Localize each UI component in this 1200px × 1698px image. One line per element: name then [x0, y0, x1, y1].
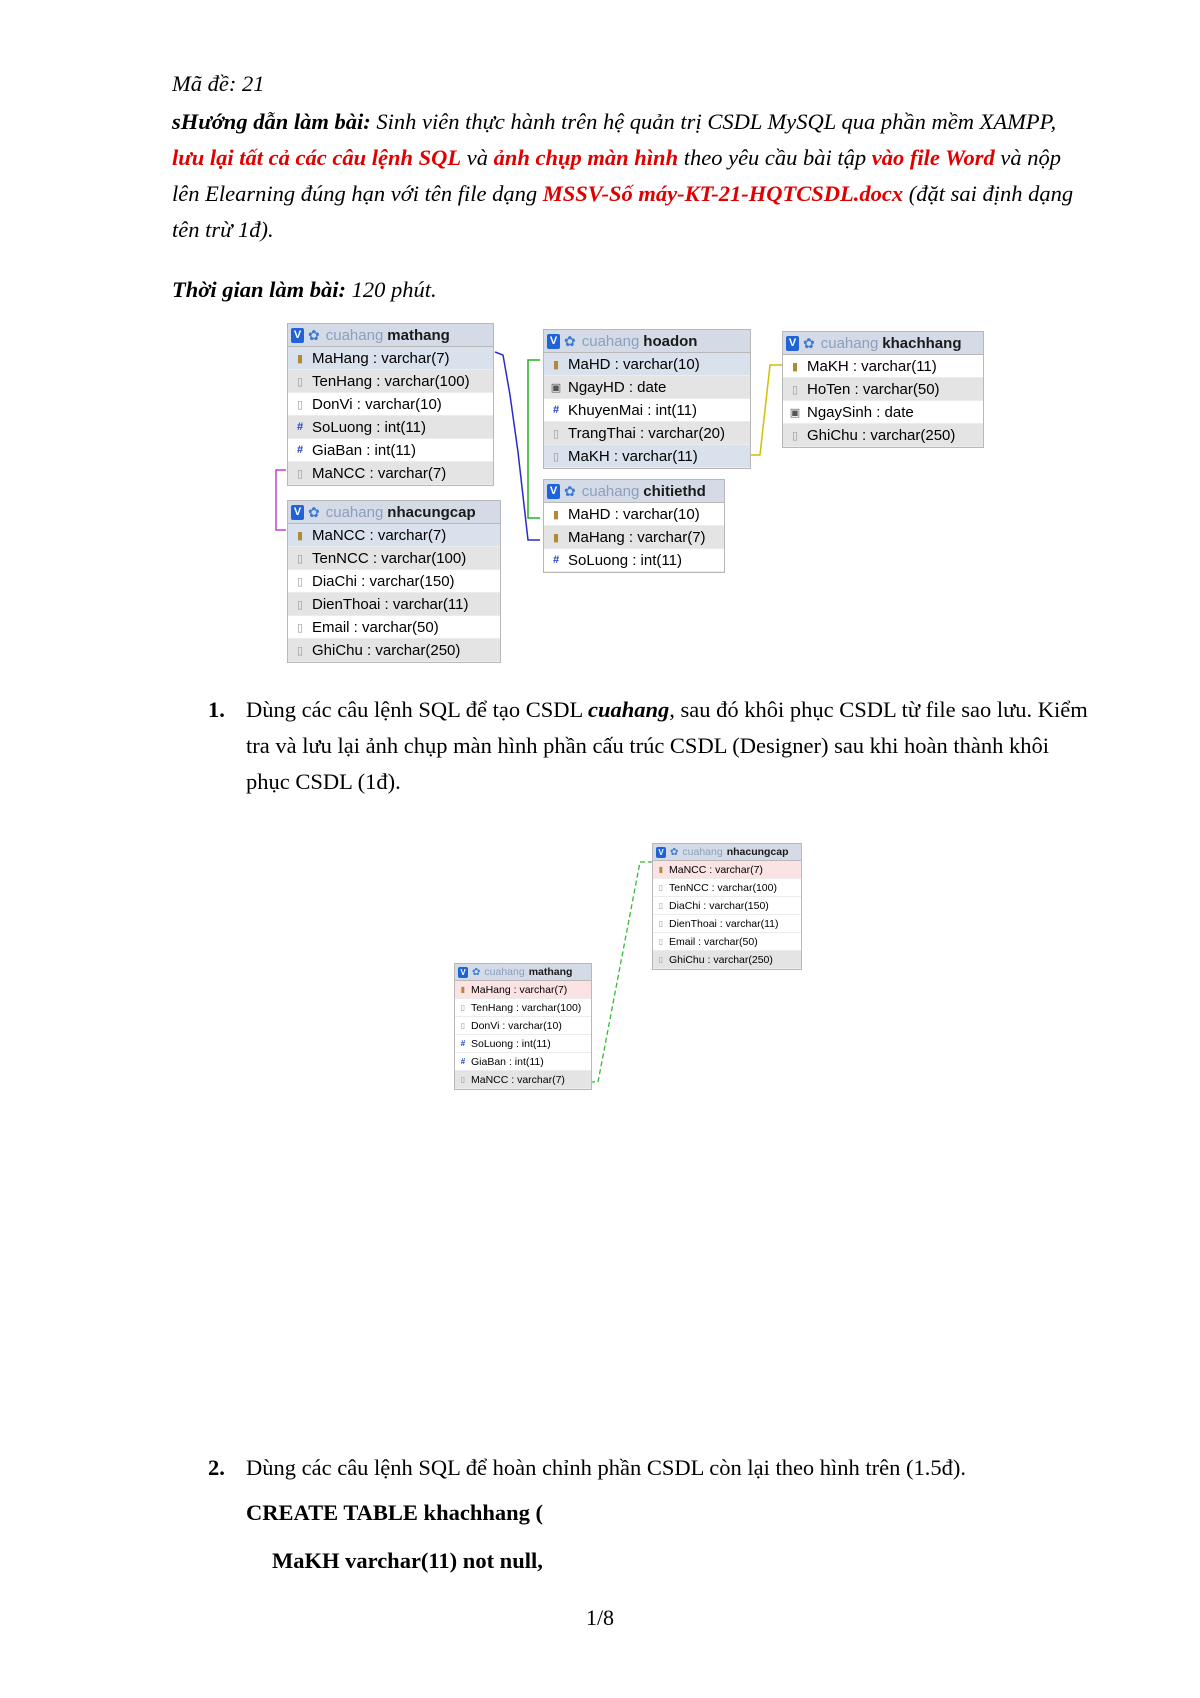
table-header — [653, 844, 801, 861]
field-icon: ▯ — [552, 427, 560, 440]
key-icon: ▮ — [791, 360, 799, 373]
column-label: MaNCC : varchar(7) — [471, 1073, 565, 1086]
column-row — [653, 933, 801, 951]
screenshot-table-mathang — [454, 963, 592, 1090]
key-icon: ▮ — [460, 985, 466, 994]
gear-icon: ✿ — [564, 482, 576, 499]
column-label: MaHD : varchar(10) — [568, 355, 700, 373]
column-label: MaNCC : varchar(7) — [669, 863, 763, 876]
column-row — [544, 376, 750, 399]
collapse-toggle-icon[interactable]: V — [547, 334, 560, 349]
column-label: MaHD : varchar(10) — [568, 505, 700, 523]
collapse-toggle-icon[interactable]: V — [291, 505, 304, 520]
table-name: mathang — [528, 966, 573, 978]
column-label: MaNCC : varchar(7) — [312, 526, 447, 544]
key-icon: ▮ — [552, 531, 560, 544]
db-name: cuahang — [581, 482, 640, 500]
column-row — [544, 422, 750, 445]
column-row — [455, 1017, 591, 1035]
field-icon: ▯ — [296, 644, 304, 657]
column-label: DiaChi : varchar(150) — [312, 572, 455, 590]
table-header — [544, 480, 724, 503]
column-row — [455, 999, 591, 1017]
field-icon: ▯ — [658, 937, 664, 946]
column-label: MaKH : varchar(11) — [568, 447, 698, 465]
column-label: GhiChu : varchar(250) — [312, 641, 461, 659]
table-name: nhacungcap — [726, 846, 789, 858]
column-row — [288, 616, 500, 639]
column-row — [653, 951, 801, 969]
column-row — [288, 524, 500, 547]
column-label: TenHang : varchar(100) — [471, 1001, 582, 1014]
field-icon: ▯ — [460, 1075, 466, 1084]
field-icon: ▯ — [552, 450, 560, 463]
field-icon: ▯ — [296, 621, 304, 634]
field-icon: ▯ — [791, 429, 799, 442]
question-text: Dùng các câu lệnh SQL để hoàn chỉnh phần CSDL còn lại theo hình trên (1.5đ). — [246, 1455, 967, 1480]
column-label: TrangThai : varchar(20) — [568, 424, 726, 442]
column-row — [783, 378, 983, 401]
field-icon: ▯ — [658, 955, 664, 964]
column-row — [288, 547, 500, 570]
column-label: GiaBan : int(11) — [312, 441, 416, 459]
column-label: MaHang : varchar(7) — [312, 349, 450, 367]
question-text-part: , sau đó khôi phục CSDL từ file sao lưu. Kiểm tra và lưu lại ảnh chụp màn hình phần cấu trúc CSDL (Designer) sau khi hoàn thành khôi phục CSDL (1đ). — [246, 697, 1088, 794]
column-row — [288, 416, 493, 439]
gear-icon: ✿ — [803, 334, 815, 351]
column-row — [455, 1071, 591, 1089]
table-name: nhacungcap — [387, 503, 476, 521]
instructions-paragraph — [172, 104, 1092, 248]
db-name: cuahang — [581, 332, 640, 350]
db-name: cuahang — [325, 503, 384, 521]
column-label: TenNCC : varchar(100) — [669, 881, 777, 894]
column-row — [783, 424, 983, 447]
column-row — [544, 353, 750, 376]
column-row — [544, 445, 750, 468]
table-hoadon — [543, 329, 751, 469]
column-label: NgayHD : date — [568, 378, 667, 396]
column-label: GhiChu : varchar(250) — [669, 953, 773, 966]
number-icon: # — [460, 1057, 466, 1066]
time-value: 120 phút. — [345, 277, 437, 302]
key-icon: ▮ — [552, 508, 560, 521]
column-label: DonVi : varchar(10) — [471, 1019, 562, 1032]
table-header — [288, 324, 493, 347]
column-label: DienThoai : varchar(11) — [669, 917, 779, 930]
key-icon: ▮ — [296, 352, 304, 365]
field-icon: ▯ — [658, 883, 664, 892]
db-name: cuahang — [682, 846, 723, 858]
column-label: GhiChu : varchar(250) — [807, 426, 956, 444]
column-row — [288, 393, 493, 416]
column-row — [653, 879, 801, 897]
number-icon: # — [296, 444, 304, 456]
column-label: KhuyenMai : int(11) — [568, 401, 697, 419]
gear-icon: ✿ — [308, 503, 320, 520]
field-icon: ▯ — [296, 552, 304, 565]
page-number: 1/8 — [585, 1605, 615, 1630]
number-icon: # — [296, 421, 304, 433]
time-label: Thời gian làm bài: — [172, 277, 346, 302]
field-icon: ▯ — [296, 575, 304, 588]
instructions-text-2: và — [461, 145, 494, 170]
collapse-toggle-icon: V — [656, 847, 666, 858]
field-icon: ▯ — [658, 901, 664, 910]
column-label: TenNCC : varchar(100) — [312, 549, 467, 567]
collapse-toggle-icon[interactable]: V — [786, 336, 799, 351]
column-label: MaNCC : varchar(7) — [312, 464, 447, 482]
column-label: HoTen : varchar(50) — [807, 380, 940, 398]
table-header — [544, 330, 750, 353]
column-row — [288, 639, 500, 662]
column-row — [288, 347, 493, 370]
column-label: SoLuong : int(11) — [471, 1037, 551, 1050]
column-label: MaHang : varchar(7) — [471, 983, 568, 996]
instructions-label: sHướng dẫn làm bài: — [172, 109, 371, 134]
sql-line: CREATE TABLE khachhang ( — [246, 1500, 543, 1525]
instructions-text-4: và nộp lên Elearning đúng hạn với tên file dạng — [172, 145, 1061, 206]
screenshot-table-nhacungcap — [652, 843, 802, 970]
column-label: SoLuong : int(11) — [568, 551, 682, 569]
table-header — [288, 501, 500, 524]
gear-icon: ✿ — [670, 846, 679, 858]
column-label: TenHang : varchar(100) — [312, 372, 470, 390]
date-icon: ▣ — [550, 381, 562, 394]
column-row — [783, 355, 983, 378]
table-name: hoadon — [643, 332, 698, 350]
question-number: 2. — [208, 1455, 225, 1480]
instructions-text-1: Sinh viên thực hành trên hệ quản trị CSDL MySQL qua phần mềm XAMPP, — [370, 109, 1057, 134]
key-icon: ▮ — [658, 865, 664, 874]
instructions-highlight-2: ảnh chụp màn hình — [493, 145, 679, 170]
column-label: SoLuong : int(11) — [312, 418, 426, 436]
table-name: mathang — [387, 326, 450, 344]
column-row — [653, 861, 801, 879]
table-name: chitiethd — [643, 482, 706, 500]
column-row — [288, 570, 500, 593]
field-icon: ▯ — [296, 398, 304, 411]
column-row — [783, 401, 983, 424]
number-icon: # — [552, 554, 560, 566]
column-row — [288, 370, 493, 393]
question-text — [246, 692, 1098, 800]
instructions-highlight-1: lưu lại tất cả các câu lệnh SQL — [172, 145, 462, 170]
column-label: GiaBan : int(11) — [471, 1055, 544, 1068]
question-2 — [208, 1450, 1098, 1486]
collapse-toggle-icon: V — [458, 967, 468, 978]
column-row — [544, 503, 724, 526]
table-header — [783, 332, 983, 355]
column-row — [455, 981, 591, 999]
field-icon: ▯ — [296, 598, 304, 611]
db-name: cuahang — [484, 966, 525, 978]
column-row — [544, 526, 724, 549]
instructions-highlight-4: MSSV-Số máy-KT-21-HQTCSDL.docx — [542, 181, 904, 206]
sql-line: MaKH varchar(11) not null, — [272, 1548, 543, 1573]
field-icon: ▯ — [791, 383, 799, 396]
table-mathang — [287, 323, 494, 486]
column-label: Email : varchar(50) — [669, 935, 758, 948]
instructions-text-5: (đặt sai định dạng tên trừ 1đ). — [172, 181, 1074, 242]
table-chitiethd — [543, 479, 725, 573]
date-icon: ▣ — [789, 406, 801, 419]
question-text-part: Dùng các câu lệnh SQL để tạo CSDL — [246, 697, 588, 722]
column-row — [544, 399, 750, 422]
gear-icon: ✿ — [472, 966, 481, 978]
column-label: DiaChi : varchar(150) — [669, 899, 769, 912]
column-label: DonVi : varchar(10) — [312, 395, 442, 413]
column-row — [288, 593, 500, 616]
column-label: NgaySinh : date — [807, 403, 914, 421]
column-label: Email : varchar(50) — [312, 618, 439, 636]
db-name: cuahang — [820, 334, 879, 352]
column-label: DienThoai : varchar(11) — [312, 595, 469, 613]
column-row — [653, 897, 801, 915]
column-row — [288, 462, 493, 485]
number-icon: # — [460, 1039, 466, 1048]
column-row — [455, 1035, 591, 1053]
column-label: MaKH : varchar(11) — [807, 357, 937, 375]
db-name: cuahang — [325, 326, 384, 344]
column-row — [544, 549, 724, 572]
table-header — [455, 964, 591, 981]
table-nhacungcap — [287, 500, 501, 663]
instructions-highlight-3: vào file Word — [871, 145, 995, 170]
column-label: MaHang : varchar(7) — [568, 528, 706, 546]
table-khachhang — [782, 331, 984, 448]
column-row — [455, 1053, 591, 1071]
collapse-toggle-icon[interactable]: V — [547, 484, 560, 499]
time-line — [172, 272, 1092, 308]
table-name: khachhang — [882, 334, 962, 352]
number-icon: # — [552, 404, 560, 416]
field-icon: ▯ — [460, 1021, 466, 1030]
field-icon: ▯ — [658, 919, 664, 928]
instructions-text-3: theo yêu cầu bài tập — [678, 145, 872, 170]
collapse-toggle-icon[interactable]: V — [291, 328, 304, 343]
exam-code: Mã đề: 21 — [172, 71, 265, 96]
field-icon: ▯ — [460, 1003, 466, 1012]
field-icon: ▯ — [296, 375, 304, 388]
question-number: 1. — [208, 697, 225, 722]
column-row — [653, 915, 801, 933]
question-1 — [208, 692, 1098, 800]
database-name: cuahang — [588, 697, 670, 722]
gear-icon: ✿ — [308, 326, 320, 343]
field-icon: ▯ — [296, 467, 304, 480]
gear-icon: ✿ — [564, 332, 576, 349]
column-row — [288, 439, 493, 462]
key-icon: ▮ — [552, 358, 560, 371]
key-icon: ▮ — [296, 529, 304, 542]
